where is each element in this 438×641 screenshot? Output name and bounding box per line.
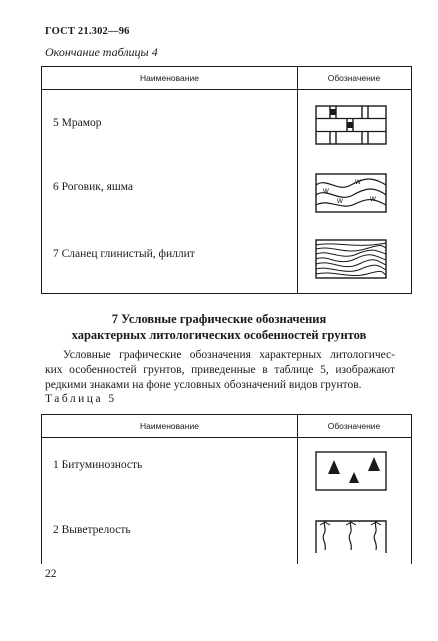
svg-text:w: w — [323, 186, 329, 195]
column-header-symbol: Обозначение — [327, 73, 381, 83]
table-row-label: 2 Выветрелость — [53, 524, 131, 536]
table-continuation-caption: Окончание таблицы 4 — [45, 45, 158, 59]
section-title-line-2: характерных литологических особенностей грунтов — [71, 328, 367, 342]
clay-shale-phyllite-pattern-icon — [315, 239, 387, 279]
column-header-name: Наименование — [140, 73, 199, 83]
page-number: 22 — [45, 568, 57, 580]
header-divider — [42, 89, 411, 90]
table-row-label: 6 Роговик, яшма — [53, 181, 134, 193]
table-5-caption: Таблица 5 — [45, 393, 117, 405]
header-divider — [42, 437, 411, 438]
table-row-label: 7 Сланец глинистый, филлит — [53, 248, 195, 260]
table-row-label: 1 Битуминозность — [53, 459, 143, 471]
document-code: ГОСТ 21.302—96 — [45, 26, 130, 37]
column-header-symbol: Обозначение — [327, 421, 381, 431]
svg-text:w: w — [370, 194, 376, 203]
column-header-name: Наименование — [140, 421, 199, 431]
table-5 — [41, 414, 412, 564]
paragraph-line: Условные графические обозначения характерных литологичес- — [63, 349, 395, 361]
section-paragraph — [45, 348, 395, 393]
marble-pattern-icon — [315, 105, 387, 145]
section-title-line-1: 7 Условные графические обозначения — [111, 312, 327, 326]
svg-text:w: w — [337, 196, 343, 205]
paragraph-line: редкими знаками на фоне условных обозначений видов грунтов. — [45, 379, 362, 391]
svg-text:w: w — [355, 177, 361, 186]
bituminosity-pattern-icon — [315, 451, 387, 491]
table-row-label: 5 Мрамор — [53, 117, 102, 129]
weathering-pattern-icon — [315, 517, 387, 557]
hornfels-jasper-pattern-icon — [315, 173, 387, 213]
column-divider — [297, 67, 298, 293]
table-4 — [41, 66, 412, 294]
paragraph-line: ких особенностей грунтов, приведенные в таблице 5, изображают — [45, 364, 395, 376]
